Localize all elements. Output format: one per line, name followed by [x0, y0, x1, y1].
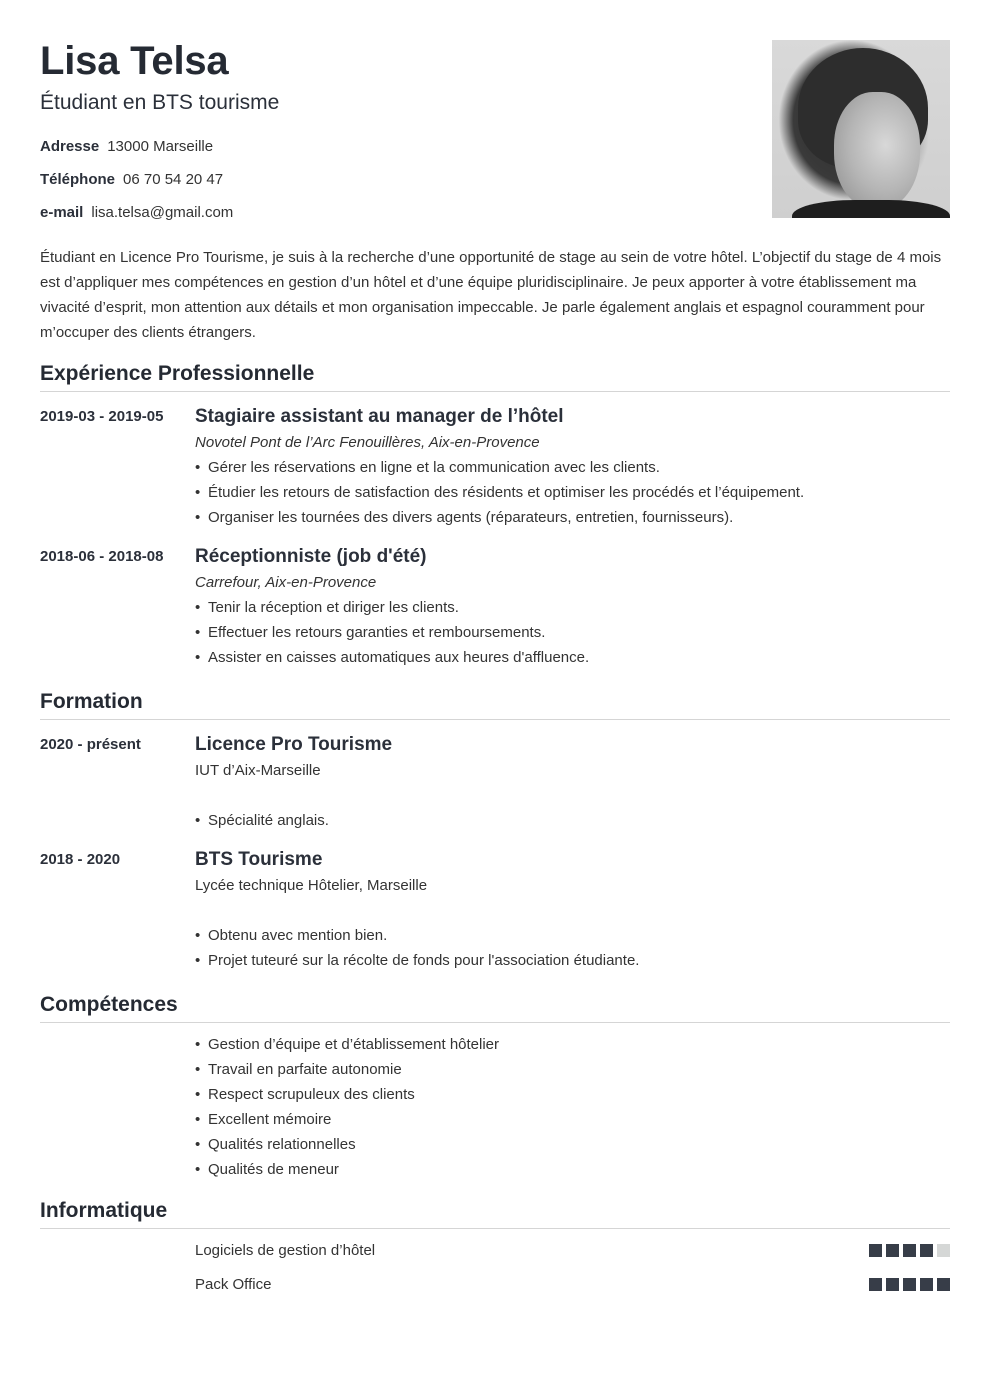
skill-item: • Qualités relationnelles [195, 1136, 950, 1161]
rating-square-filled [937, 1278, 950, 1291]
it-skill-row [195, 1276, 950, 1296]
contact-value: 06 70 54 20 47 [123, 171, 224, 188]
rating-square-empty [937, 1244, 950, 1257]
skill-item: • Excellent mémoire [195, 1111, 950, 1136]
photo-shoulder-shape [792, 200, 950, 218]
entry-date: 2020 - présent [40, 736, 141, 753]
rating-square-filled [886, 1278, 899, 1291]
bullet-item: • Organiser les tournées des divers agents (réparateurs, entretien, fournisseurs). [195, 509, 950, 534]
entry-place: Carrefour, Aix-en-Provence [195, 574, 377, 591]
bullet-item: • Tenir la réception et diriger les clients. [195, 599, 950, 624]
entry-place: Lycée technique Hôtelier, Marseille [195, 877, 428, 894]
entry-place: IUT d’Aix-Marseille [195, 762, 321, 779]
entry-body [195, 545, 950, 674]
entry-body [195, 733, 950, 837]
skill-item: • Gestion d’équipe et d’établissement hôtelier [195, 1036, 950, 1061]
entry-place: Novotel Pont de l’Arc Fenouillères, Aix-en-Provence [195, 434, 540, 451]
rating-square-filled [869, 1278, 882, 1291]
rating-square-filled [869, 1244, 882, 1257]
skill-item: • Travail en parfaite autonomie [195, 1061, 950, 1086]
rating-square-filled [903, 1244, 916, 1257]
entry-title: Licence Pro Tourisme [195, 734, 393, 755]
skill-rating [869, 1244, 950, 1257]
entry-date: 2018 - 2020 [40, 851, 121, 868]
contact-phone [40, 171, 223, 189]
profile-summary: Étudiant en Licence Pro Tourisme, je suis à la recherche d’une opportunité de stage au sein de votre hôtel. L’objectif du stage de 4 mois est d’appliquer mes compétences en gestion d’un hôtel et d’une équipe pluridisciplinaire. Je peux apporter à votre établissement ma vivacité d’esprit, mon attention aux détails et mon organisation impeccable. Je parle également anglais et espagnol couramment pour m’occuper des clients étrangers. [40, 249, 942, 341]
contact-label: Téléphone [40, 171, 116, 188]
contact-label: e-mail [40, 204, 84, 221]
it-skill-name: Pack Office [195, 1276, 272, 1293]
spacer [195, 902, 950, 927]
rating-square-filled [903, 1278, 916, 1291]
skill-item: • Qualités de meneur [195, 1161, 950, 1186]
candidate-role: Étudiant en BTS tourisme [40, 91, 280, 114]
entry-title: Stagiaire assistant au manager de l’hôtel [195, 406, 564, 427]
entry-bullets [195, 812, 950, 837]
spacer [195, 787, 950, 812]
skill-rating [869, 1278, 950, 1291]
candidate-name: Lisa Telsa [40, 39, 229, 83]
entry-body [195, 848, 950, 977]
bullet-item: • Spécialité anglais. [195, 812, 950, 837]
rating-square-filled [920, 1244, 933, 1257]
entry-title: Réceptionniste (job d'été) [195, 546, 427, 567]
photo-face-shape [834, 92, 920, 210]
section-title-education: Formation [40, 689, 950, 720]
bullet-item: • Assister en caisses automatiques aux heures d'affluence. [195, 649, 950, 674]
contact-value: lisa.telsa@gmail.com [91, 204, 234, 221]
it-skill-row [195, 1242, 950, 1262]
entry-date: 2019-03 - 2019-05 [40, 408, 164, 425]
section-title-it: Informatique [40, 1198, 950, 1229]
contact-email [40, 204, 233, 222]
bullet-item: • Gérer les réservations en ligne et la communication avec les clients. [195, 459, 950, 484]
bullet-item: • Projet tuteuré sur la récolte de fonds pour l'association étudiante. [195, 952, 950, 977]
bullet-item: • Obtenu avec mention bien. [195, 927, 950, 952]
entry-bullets [195, 927, 950, 977]
section-title-experience: Expérience Professionnelle [40, 361, 950, 392]
skill-item: • Respect scrupuleux des clients [195, 1086, 950, 1111]
rating-square-filled [886, 1244, 899, 1257]
contact-value: 13000 Marseille [107, 138, 214, 155]
entry-date: 2018-06 - 2018-08 [40, 548, 164, 565]
it-skill-name: Logiciels de gestion d’hôtel [195, 1242, 376, 1259]
bullet-item: • Étudier les retours de satisfaction des résidents et optimiser les procédés et l’équipement. [195, 484, 950, 509]
rating-square-filled [920, 1278, 933, 1291]
entry-body [195, 405, 950, 534]
skills-list [195, 1036, 950, 1186]
contact-label: Adresse [40, 138, 100, 155]
contact-address [40, 138, 213, 156]
bullet-item: • Effectuer les retours garanties et remboursements. [195, 624, 950, 649]
profile-photo [772, 40, 950, 218]
section-title-skills: Compétences [40, 992, 950, 1023]
entry-bullets [195, 459, 950, 534]
entry-bullets [195, 599, 950, 674]
entry-title: BTS Tourisme [195, 849, 323, 870]
